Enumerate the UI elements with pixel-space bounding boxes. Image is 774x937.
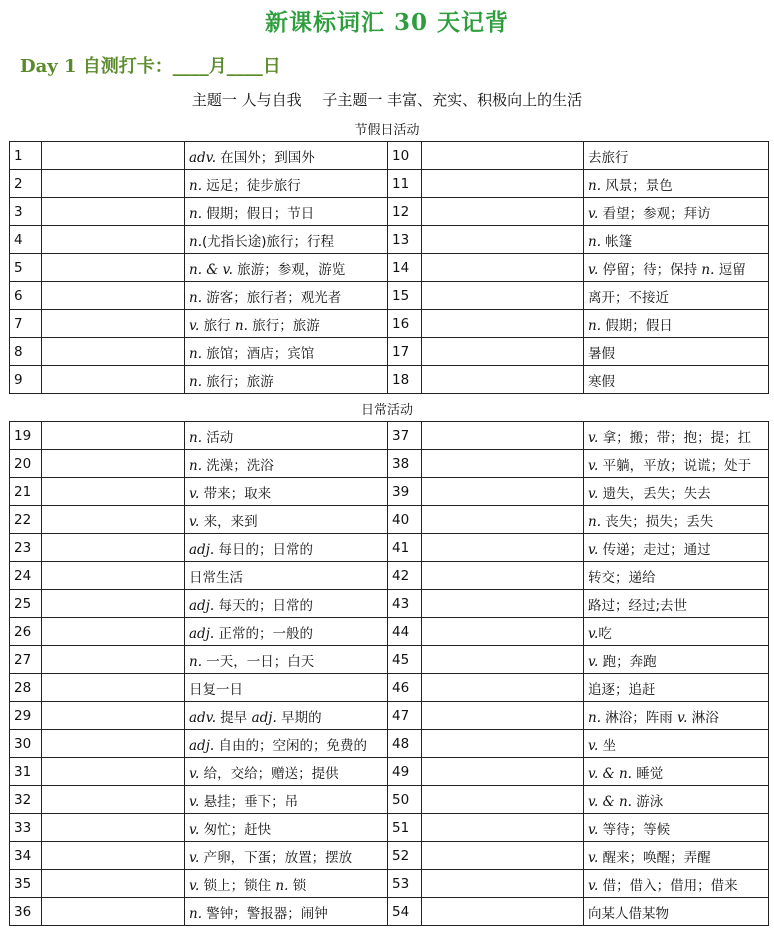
answer-blank[interactable] xyxy=(422,898,584,926)
meaning-cell: 转交；递给 xyxy=(584,562,769,590)
answer-blank[interactable] xyxy=(422,226,584,254)
item-number: 37 xyxy=(388,422,422,450)
item-number: 51 xyxy=(388,814,422,842)
meaning-cell: n. 旅馆；酒店；宾馆 xyxy=(185,338,388,366)
table-row xyxy=(10,142,769,170)
meaning-cell: adj. 每天的；日常的 xyxy=(185,590,388,618)
item-number: 7 xyxy=(10,310,42,338)
item-number: 16 xyxy=(388,310,422,338)
meaning-cell: v. 锁上；锁住 n. 锁 xyxy=(185,870,388,898)
meaning-cell: v. 坐 xyxy=(584,730,769,758)
item-number: 21 xyxy=(10,478,42,506)
item-number: 2 xyxy=(10,170,42,198)
item-number: 19 xyxy=(10,422,42,450)
item-number: 3 xyxy=(10,198,42,226)
answer-blank[interactable] xyxy=(42,702,185,730)
theme-line xyxy=(0,89,774,110)
item-number: 48 xyxy=(388,730,422,758)
meaning-cell: 日常生活 xyxy=(185,562,388,590)
answer-blank[interactable] xyxy=(42,142,185,170)
meaning-cell: 寒假 xyxy=(584,366,769,394)
meaning-cell: v. 停留；待；保持 n. 逗留 xyxy=(584,254,769,282)
item-number: 53 xyxy=(388,870,422,898)
item-number: 11 xyxy=(388,170,422,198)
section-title-daily: 日常活动 xyxy=(360,403,413,418)
table-row xyxy=(10,450,769,478)
table-row xyxy=(10,646,769,674)
answer-blank[interactable] xyxy=(42,758,185,786)
item-number: 41 xyxy=(388,534,422,562)
subtheme-label: 子主题一 丰富、充实、积极向上的生活 xyxy=(322,91,583,109)
answer-blank[interactable] xyxy=(422,870,584,898)
answer-blank[interactable] xyxy=(422,646,584,674)
item-number: 17 xyxy=(388,338,422,366)
meaning-cell: n. 假期；假日 xyxy=(584,310,769,338)
meaning-cell: n. 旅行；旅游 xyxy=(185,366,388,394)
table-row xyxy=(10,254,769,282)
meaning-cell: adv. 在国外；到国外 xyxy=(185,142,388,170)
section-title-holiday: 节假日活动 xyxy=(354,123,420,138)
meaning-cell: v. 来，来到 xyxy=(185,506,388,534)
answer-blank[interactable] xyxy=(42,366,185,394)
item-number: 30 xyxy=(10,730,42,758)
table-row xyxy=(10,618,769,646)
answer-blank[interactable] xyxy=(422,338,584,366)
answer-blank[interactable] xyxy=(42,646,185,674)
table-row xyxy=(10,562,769,590)
table-row xyxy=(10,786,769,814)
table-row xyxy=(10,226,769,254)
table-row xyxy=(10,870,769,898)
meaning-cell: n. 活动 xyxy=(185,422,388,450)
table-row xyxy=(10,198,769,226)
answer-blank[interactable] xyxy=(422,170,584,198)
meaning-cell: n. 远足；徒步旅行 xyxy=(185,170,388,198)
item-number: 25 xyxy=(10,590,42,618)
answer-blank[interactable] xyxy=(422,506,584,534)
answer-blank[interactable] xyxy=(422,366,584,394)
answer-blank[interactable] xyxy=(422,198,584,226)
table-row xyxy=(10,814,769,842)
item-number: 18 xyxy=(388,366,422,394)
item-number: 49 xyxy=(388,758,422,786)
answer-blank[interactable] xyxy=(422,534,584,562)
answer-blank[interactable] xyxy=(42,506,185,534)
meaning-cell: v. 等待；等候 xyxy=(584,814,769,842)
item-number: 9 xyxy=(10,366,42,394)
item-number: 22 xyxy=(10,506,42,534)
meaning-cell: v. 旅行 n. 旅行；旅游 xyxy=(185,310,388,338)
table-row xyxy=(10,506,769,534)
meaning-cell: 离开；不接近 xyxy=(584,282,769,310)
answer-blank[interactable] xyxy=(422,758,584,786)
answer-blank[interactable] xyxy=(42,786,185,814)
answer-blank[interactable] xyxy=(42,226,185,254)
item-number: 46 xyxy=(388,674,422,702)
meaning-cell: v. 平躺，平放；说谎；处于 xyxy=(584,450,769,478)
meaning-cell: adv. 提早 adj. 早期的 xyxy=(185,702,388,730)
table-row xyxy=(10,282,769,310)
meaning-cell: n. 帐篷 xyxy=(584,226,769,254)
meaning-cell: adj. 正常的；一般的 xyxy=(185,618,388,646)
item-number: 28 xyxy=(10,674,42,702)
table-row xyxy=(10,702,769,730)
table-row xyxy=(10,898,769,926)
item-number: 42 xyxy=(388,562,422,590)
table-row xyxy=(10,730,769,758)
meaning-cell: v. 遗失，丢失；失去 xyxy=(584,478,769,506)
meaning-cell: v. & n. 游泳 xyxy=(584,786,769,814)
meaning-cell: adj. 每日的；日常的 xyxy=(185,534,388,562)
meaning-cell: n. 风景；景色 xyxy=(584,170,769,198)
page-title: 新课标词汇 30 天记背 xyxy=(264,9,510,36)
answer-blank[interactable] xyxy=(422,562,584,590)
meaning-cell: 路过；经过;去世 xyxy=(584,590,769,618)
meaning-cell: adj. 自由的；空闲的；免费的 xyxy=(185,730,388,758)
theme-label: 主题一 人与自我 xyxy=(191,91,302,109)
table-row xyxy=(10,590,769,618)
answer-blank[interactable] xyxy=(42,254,185,282)
meaning-cell: n. 一天，一日；白天 xyxy=(185,646,388,674)
meaning-cell: 日复一日 xyxy=(185,674,388,702)
item-number: 47 xyxy=(388,702,422,730)
answer-blank[interactable] xyxy=(422,590,584,618)
item-number: 39 xyxy=(388,478,422,506)
meaning-cell: n. 淋浴；阵雨 v. 淋浴 xyxy=(584,702,769,730)
item-number: 26 xyxy=(10,618,42,646)
answer-blank[interactable] xyxy=(422,814,584,842)
answer-blank[interactable] xyxy=(42,422,185,450)
answer-blank[interactable] xyxy=(42,674,185,702)
answer-blank[interactable] xyxy=(422,674,584,702)
item-number: 12 xyxy=(388,198,422,226)
answer-blank[interactable] xyxy=(42,310,185,338)
answer-blank[interactable] xyxy=(42,590,185,618)
item-number: 35 xyxy=(10,870,42,898)
item-number: 5 xyxy=(10,254,42,282)
item-number: 15 xyxy=(388,282,422,310)
meaning-cell: n. 游客；旅行者；观光者 xyxy=(185,282,388,310)
answer-blank[interactable] xyxy=(422,450,584,478)
meaning-cell: n. 洗澡；洗浴 xyxy=(185,450,388,478)
answer-blank[interactable] xyxy=(42,562,185,590)
answer-blank[interactable] xyxy=(422,422,584,450)
item-number: 13 xyxy=(388,226,422,254)
meaning-cell: v. 给，交给；赠送；提供 xyxy=(185,758,388,786)
item-number: 54 xyxy=(388,898,422,926)
item-number: 40 xyxy=(388,506,422,534)
answer-blank[interactable] xyxy=(422,786,584,814)
day-checkin-line: Day 1 自测打卡：____月____日 xyxy=(20,56,281,77)
meaning-cell: v. 跑；奔跑 xyxy=(584,646,769,674)
answer-blank[interactable] xyxy=(422,254,584,282)
answer-blank[interactable] xyxy=(42,338,185,366)
meaning-cell: v. 带来；取来 xyxy=(185,478,388,506)
item-number: 23 xyxy=(10,534,42,562)
answer-blank[interactable] xyxy=(422,478,584,506)
meaning-cell: n. 假期；假日；节日 xyxy=(185,198,388,226)
item-number: 27 xyxy=(10,646,42,674)
meaning-cell: v. 匆忙；赶快 xyxy=(185,814,388,842)
item-number: 34 xyxy=(10,842,42,870)
answer-blank[interactable] xyxy=(42,898,185,926)
item-number: 36 xyxy=(10,898,42,926)
table-row xyxy=(10,674,769,702)
meaning-cell: n.(尤指长途)旅行；行程 xyxy=(185,226,388,254)
item-number: 10 xyxy=(388,142,422,170)
item-number: 20 xyxy=(10,450,42,478)
item-number: 4 xyxy=(10,226,42,254)
item-number: 24 xyxy=(10,562,42,590)
answer-blank[interactable] xyxy=(422,142,584,170)
meaning-cell: 追逐；追赶 xyxy=(584,674,769,702)
item-number: 31 xyxy=(10,758,42,786)
table-row xyxy=(10,422,769,450)
item-number: 52 xyxy=(388,842,422,870)
meaning-cell: v. 借；借入；借用；借来 xyxy=(584,870,769,898)
answer-blank[interactable] xyxy=(42,478,185,506)
answer-blank[interactable] xyxy=(422,618,584,646)
answer-blank[interactable] xyxy=(422,730,584,758)
meaning-cell: v.吃 xyxy=(584,618,769,646)
meaning-cell: v. 醒来；唤醒；弄醒 xyxy=(584,842,769,870)
meaning-cell: v. 产卵，下蛋；放置；摆放 xyxy=(185,842,388,870)
item-number: 29 xyxy=(10,702,42,730)
item-number: 6 xyxy=(10,282,42,310)
answer-blank[interactable] xyxy=(42,450,185,478)
table-row xyxy=(10,478,769,506)
table-row xyxy=(10,338,769,366)
table-row xyxy=(10,366,769,394)
table-row xyxy=(10,170,769,198)
meaning-cell: v. 悬挂；垂下；吊 xyxy=(185,786,388,814)
item-number: 14 xyxy=(388,254,422,282)
item-number: 38 xyxy=(388,450,422,478)
table-row xyxy=(10,758,769,786)
answer-blank[interactable] xyxy=(422,702,584,730)
answer-blank[interactable] xyxy=(42,534,185,562)
vocab-table-holiday xyxy=(9,141,769,394)
item-number: 33 xyxy=(10,814,42,842)
meaning-cell: v. & n. 睡觉 xyxy=(584,758,769,786)
answer-blank[interactable] xyxy=(42,198,185,226)
meaning-cell: v. 传递；走过；通过 xyxy=(584,534,769,562)
item-number: 1 xyxy=(10,142,42,170)
item-number: 45 xyxy=(388,646,422,674)
item-number: 44 xyxy=(388,618,422,646)
answer-blank[interactable] xyxy=(42,730,185,758)
item-number: 8 xyxy=(10,338,42,366)
answer-blank[interactable] xyxy=(42,282,185,310)
answer-blank[interactable] xyxy=(42,618,185,646)
answer-blank[interactable] xyxy=(42,870,185,898)
answer-blank[interactable] xyxy=(422,842,584,870)
meaning-cell: n. 丧失；损失；丢失 xyxy=(584,506,769,534)
meaning-cell: 去旅行 xyxy=(584,142,769,170)
meaning-cell: 向某人借某物 xyxy=(584,898,769,926)
meaning-cell: n. 警钟；警报器；闹钟 xyxy=(185,898,388,926)
vocab-table-daily xyxy=(9,421,769,926)
answer-blank[interactable] xyxy=(42,842,185,870)
answer-blank[interactable] xyxy=(42,814,185,842)
table-row xyxy=(10,534,769,562)
meaning-cell: n. & v. 旅游；参观，游览 xyxy=(185,254,388,282)
item-number: 43 xyxy=(388,590,422,618)
meaning-cell: 暑假 xyxy=(584,338,769,366)
meaning-cell: v. 拿；搬；带；抱；提；扛 xyxy=(584,422,769,450)
answer-blank[interactable] xyxy=(42,170,185,198)
answer-blank[interactable] xyxy=(422,282,584,310)
meaning-cell: v. 看望；参观；拜访 xyxy=(584,198,769,226)
table-row xyxy=(10,842,769,870)
table-row xyxy=(10,310,769,338)
item-number: 50 xyxy=(388,786,422,814)
item-number: 32 xyxy=(10,786,42,814)
answer-blank[interactable] xyxy=(422,310,584,338)
